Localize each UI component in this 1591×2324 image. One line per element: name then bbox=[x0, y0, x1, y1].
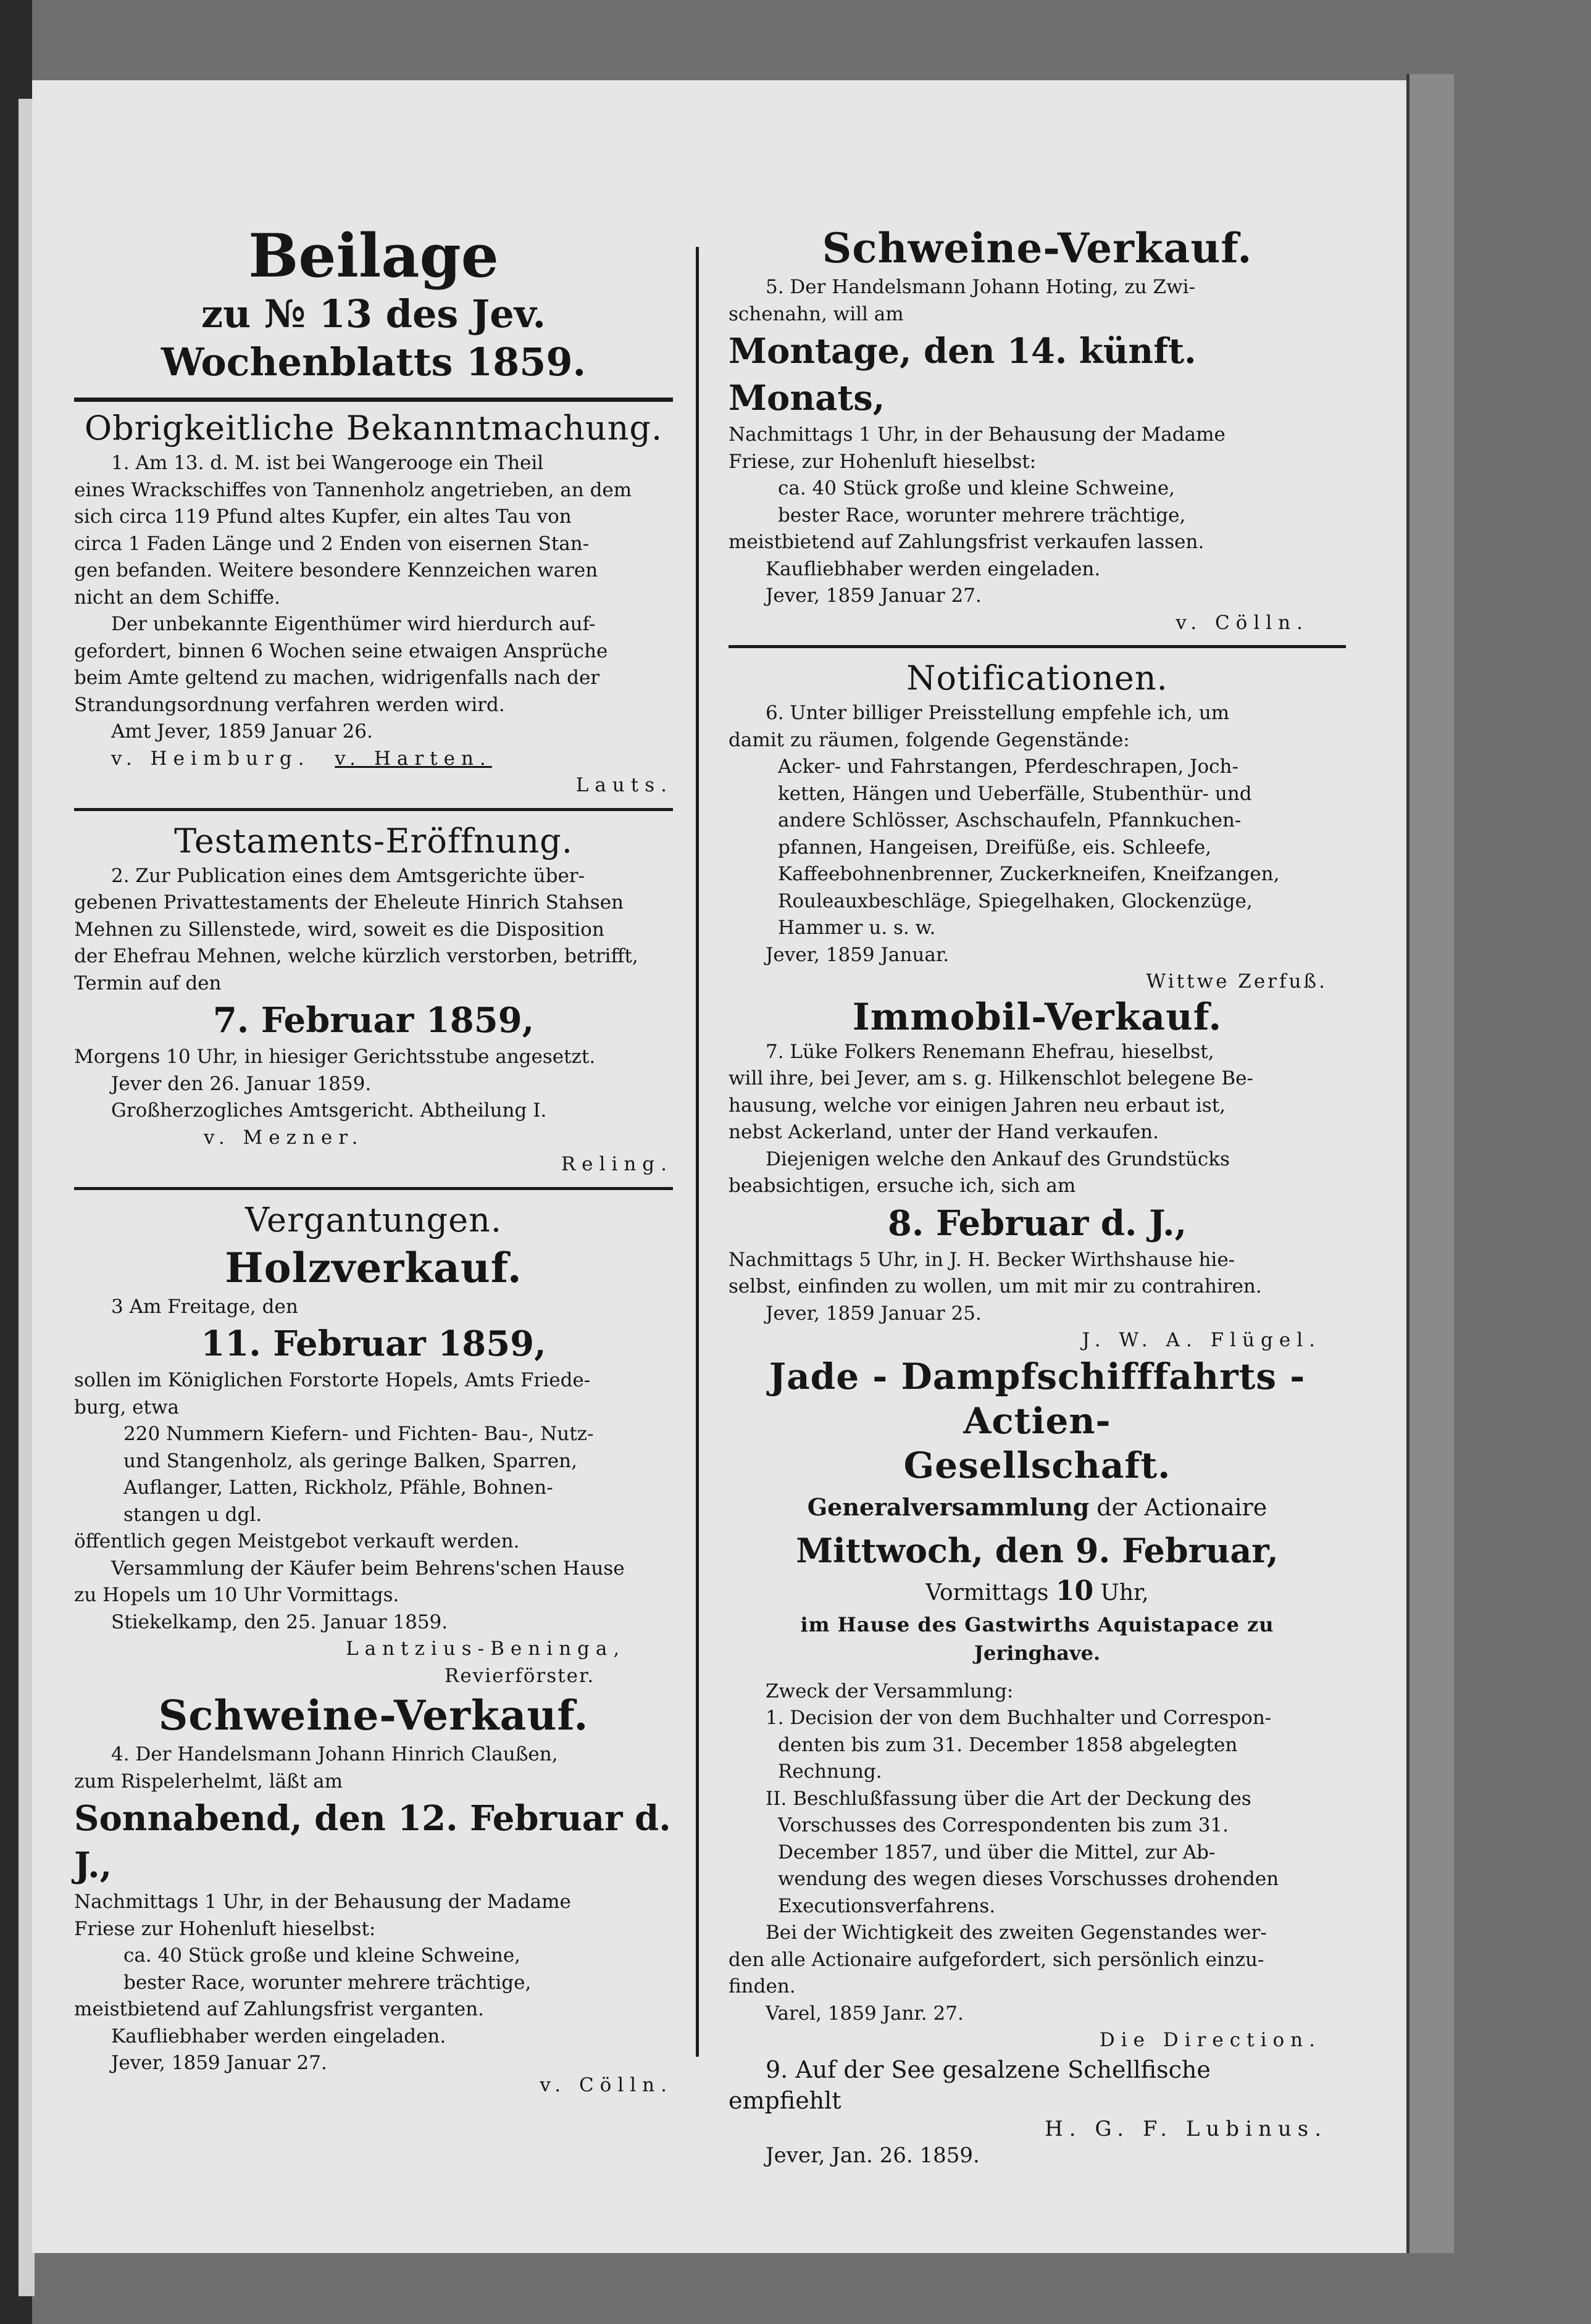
text-line: beim Amte geltend zu machen, widrigenfalls nach der bbox=[74, 667, 600, 689]
text-line: will ihre, bei Jever, am s. g. Hilkenschlot belegene Be- bbox=[729, 1067, 1253, 1089]
notice-notifications bbox=[729, 657, 1346, 996]
notice-shipping-company bbox=[729, 1354, 1346, 2054]
list-item: 220 Nummern Kiefern- und Fichten- Bau-, Nutz- bbox=[123, 1423, 594, 1445]
text-line: nicht an dem Schiffe. bbox=[74, 586, 280, 609]
list-item: Acker- und Fahrstangen, Pferdeschrapen, Joch- bbox=[778, 756, 1238, 778]
text-line: sollen im Königlichen Forstorte Hopels, Amts Friede- bbox=[74, 1369, 591, 1391]
text-line: Morgens 10 Uhr, in hiesiger Gerichtsstube angesetzt. bbox=[74, 1046, 596, 1068]
agenda-item: 1. Decision der von dem Buchhalter und Correspon- bbox=[766, 1707, 1272, 1729]
divider bbox=[74, 808, 673, 811]
page-stack-edge bbox=[1406, 74, 1454, 2253]
text-line: 1. Am 13. d. M. ist bei Wangerooge ein Theil bbox=[111, 452, 544, 474]
event-date: Mittwoch, den 9. Februar, bbox=[796, 1530, 1279, 1570]
section-heading: Vergantungen. bbox=[244, 1200, 503, 1239]
text-line: circa 1 Faden Länge und 2 Enden von eisernen Stan- bbox=[74, 532, 590, 555]
meeting-audience: der Actionaire bbox=[1089, 1493, 1267, 1521]
list-item: pfannen, Hangeisen, Dreifüße, eis. Schleefe, bbox=[778, 836, 1212, 859]
section-heading: Schweine-Verkauf. bbox=[158, 1691, 589, 1739]
text-line: 9. Auf der See gesalzene Schellfische bbox=[766, 2055, 1211, 2083]
time-label: Vormittags bbox=[925, 1580, 1056, 1606]
text-line: Diejenigen welche den Ankauf des Grundstücks bbox=[766, 1147, 1230, 1170]
agenda-item: II. Beschlußfassung über die Art der Deckung des bbox=[766, 1787, 1251, 1810]
text-line: zu Hopels um 10 Uhr Vormittags. bbox=[74, 1584, 399, 1606]
list-item: Rouleauxbeschläge, Spiegelhaken, Glockenzüge, bbox=[778, 889, 1253, 912]
signature: Reling. bbox=[561, 1153, 673, 1175]
text-line: empfiehlt bbox=[729, 2086, 841, 2114]
meeting-place: Jeringhave. bbox=[974, 1641, 1101, 1665]
list-item: Kaffeebohnenbrenner, Zuckerkneifen, Kneifzangen, bbox=[778, 863, 1280, 885]
text-line: Friese zur Hohenluft hieselbst: bbox=[74, 1917, 376, 1940]
signature: H. G. F. Lubinus. bbox=[1045, 2116, 1327, 2141]
page-subtitle: zu № 13 des Jev. Wochenblatts 1859. bbox=[161, 291, 587, 385]
text-line: zum Rispelerhelmt, läßt am bbox=[74, 1770, 343, 1793]
text-line: Jever, 1859 Januar 25. bbox=[766, 1302, 982, 1325]
text-line: der Ehefrau Mehnen, welche kürzlich verstorben, betrifft, bbox=[74, 945, 638, 967]
signature: J. W. A. Flügel. bbox=[1082, 1329, 1321, 1351]
text-line: Der unbekannte Eigenthümer wird hierdurch auf- bbox=[111, 613, 596, 635]
right-column bbox=[729, 222, 1346, 2170]
agenda-item: denten bis zum 31. December 1858 abgelegten bbox=[778, 1733, 1238, 1756]
divider bbox=[729, 645, 1346, 648]
time-unit: Uhr, bbox=[1093, 1580, 1149, 1606]
signature: Wittwe Zerfuß. bbox=[1146, 970, 1327, 993]
text-line: Jever, 1859 Januar. bbox=[766, 943, 950, 966]
text-line: Jever, 1859 Januar 27. bbox=[766, 585, 982, 607]
text-line: 2. Zur Publication eines dem Amtsgerichte über- bbox=[111, 864, 585, 887]
text-line: Nachmittags 5 Uhr, in J. H. Becker Wirthshause hie- bbox=[729, 1248, 1235, 1271]
text-line: schenahn, will am bbox=[729, 302, 904, 325]
notice-pig-sale-1 bbox=[74, 1689, 673, 2099]
meeting-place: im Hause des Gastwirths Aquistapace zu bbox=[800, 1612, 1274, 1636]
signature: v. Cölln. bbox=[540, 2073, 673, 2096]
signature: Revierförster. bbox=[445, 1664, 595, 1687]
meeting-line bbox=[729, 1488, 1346, 1527]
text-line: 5. Der Handelsmann Johann Hoting, zu Zwi- bbox=[766, 276, 1195, 298]
notice-fish bbox=[729, 2054, 1346, 2170]
text-line: meistbietend auf Zahlungsfrist verganten. bbox=[74, 1998, 484, 2020]
text-line: sich circa 119 Pfund altes Kupfer, ein altes Tau von bbox=[74, 506, 572, 528]
text-line: Jever, 1859 Januar 27. bbox=[111, 2052, 327, 2074]
list-item: ketten, Hängen und Ueberfälle, Stubenthür- und bbox=[778, 782, 1252, 805]
time-value: 10 bbox=[1055, 1575, 1094, 1607]
notice-official bbox=[74, 407, 673, 799]
section-heading: Immobil-Verkauf. bbox=[852, 995, 1222, 1039]
text-line: Nachmittags 1 Uhr, in der Behausung der Madame bbox=[74, 1891, 571, 1913]
signature: v. Cölln. bbox=[1176, 611, 1309, 634]
text-line: beabsichtigen, ersuche ich, sich am bbox=[729, 1175, 1076, 1197]
text-line: burg, etwa bbox=[74, 1396, 180, 1418]
text-line: Versammlung der Käufer beim Behrens'schen Hause bbox=[111, 1557, 625, 1580]
text-line: Zweck der Versammlung: bbox=[766, 1680, 1014, 1702]
text-line: gebenen Privattestaments der Eheleute Hinrich Stahsen bbox=[74, 891, 624, 914]
text-line: meistbietend auf Zahlungsfrist verkaufen lassen. bbox=[729, 531, 1205, 553]
signature: v. Harten. bbox=[335, 747, 492, 770]
meeting-title: Generalversammlung bbox=[807, 1493, 1090, 1521]
signature: v. Heimburg. bbox=[111, 747, 311, 770]
text-line: 4. Der Handelsmann Johann Hinrich Claußen, bbox=[111, 1743, 558, 1765]
text-line: Kaufliebhaber werden eingeladen. bbox=[111, 2025, 446, 2047]
event-date: 8. Februar d. J., bbox=[887, 1202, 1187, 1244]
page-title: Beilage bbox=[248, 221, 499, 291]
text-line: 3 Am Freitage, den bbox=[111, 1295, 298, 1318]
text-line: hausung, welche vor einigen Jahren neu erbaut ist, bbox=[729, 1094, 1226, 1117]
section-heading: Testaments-Eröffnung. bbox=[174, 821, 573, 860]
text-line: Strandungsordnung verfahren werden wird. bbox=[74, 693, 505, 716]
section-heading: Holzverkauf. bbox=[225, 1243, 522, 1292]
text-line: 7. Lüke Folkers Renemann Ehefrau, hieselbst, bbox=[766, 1040, 1214, 1063]
section-heading: Gesellschaft. bbox=[903, 1444, 1171, 1486]
column-divider bbox=[696, 247, 699, 2057]
text-line: öffentlich gegen Meistgebot verkauft werden. bbox=[74, 1530, 520, 1552]
text-line: Termin auf den bbox=[74, 972, 222, 994]
event-date: Sonnabend, den 12. Februar d. J., bbox=[74, 1798, 671, 1886]
divider bbox=[74, 398, 673, 402]
agenda-item: Rechnung. bbox=[778, 1760, 882, 1783]
event-date: Montage, den 14. künft. Monats, bbox=[729, 331, 1196, 419]
agenda-item: Vorschusses des Correspondenten bis zum 31. bbox=[778, 1814, 1229, 1836]
notice-pig-sale-2 bbox=[729, 222, 1346, 636]
list-item: stangen u dgl. bbox=[123, 1503, 262, 1526]
text-line: eines Wrackschiffes von Tannenholz angetrieben, an dem bbox=[74, 478, 632, 501]
signature: Die Direction. bbox=[1099, 2029, 1321, 2051]
list-item: ca. 40 Stück große und kleine Schweine, bbox=[778, 477, 1176, 499]
text-line: Bei der Wichtigkeit des zweiten Gegenstandes wer- bbox=[766, 1922, 1267, 1944]
event-date: 7. Februar 1859, bbox=[212, 1000, 535, 1041]
meeting-time bbox=[729, 1574, 1346, 1610]
notice-testament bbox=[74, 820, 673, 1178]
agenda-item: wendung des wegen dieses Vorschusses drohenden bbox=[778, 1868, 1279, 1890]
text-line: gefordert, binnen 6 Wochen seine etwaigen Ansprüche bbox=[74, 639, 608, 662]
text-line: selbst, einfinden zu wollen, um mit mir zu contrahiren. bbox=[729, 1275, 1262, 1297]
text-line: Stiekelkamp, den 25. Januar 1859. bbox=[111, 1610, 448, 1633]
divider bbox=[74, 1187, 673, 1190]
text-line: gen befanden. Weitere besondere Kennzeichen waren bbox=[74, 559, 598, 581]
list-item: bester Race, worunter mehrere trächtige, bbox=[778, 504, 1186, 527]
text-line: 6. Unter billiger Preisstellung empfehle ich, um bbox=[766, 702, 1230, 724]
notice-real-estate bbox=[729, 996, 1346, 1354]
list-item: ca. 40 Stück große und kleine Schweine, bbox=[123, 1944, 521, 1967]
text-line: damit zu räumen, folgende Gegenstände: bbox=[729, 728, 1130, 751]
signature: Lauts. bbox=[575, 774, 673, 796]
text-line: Amt Jever, 1859 Januar 26. bbox=[111, 720, 373, 743]
event-date: 11. Februar 1859, bbox=[201, 1323, 546, 1364]
text-line: nebst Ackerland, unter der Hand verkaufen. bbox=[729, 1121, 1159, 1143]
left-column bbox=[74, 222, 673, 2099]
text-line: Varel, 1859 Janr. 27. bbox=[766, 2002, 964, 2025]
list-item: Hammer u. s. w. bbox=[778, 917, 936, 939]
text-line: den alle Actionaire aufgefordert, sich persönlich einzu- bbox=[729, 1948, 1264, 1971]
text-line: Mehnen zu Sillenstede, wird, soweit es die Disposition bbox=[74, 918, 604, 941]
notice-auction-wood bbox=[74, 1199, 673, 1690]
agenda-item: Executionsverfahrens. bbox=[778, 1894, 996, 1917]
list-item: Auflanger, Latten, Rickholz, Pfähle, Bohnen- bbox=[123, 1476, 553, 1499]
text-line: Nachmittags 1 Uhr, in der Behausung der Madame bbox=[729, 423, 1226, 446]
list-item: und Stangenholz, als geringe Balken, Sparren, bbox=[123, 1449, 577, 1472]
agenda-item: December 1857, und über die Mittel, zur Ab- bbox=[778, 1841, 1216, 1864]
text-line: finden. bbox=[729, 1975, 796, 1997]
text-line: Jever den 26. Januar 1859. bbox=[111, 1072, 372, 1095]
signature: v. Mezner. bbox=[204, 1126, 364, 1149]
text-line: Kaufliebhaber werden eingeladen. bbox=[766, 557, 1101, 580]
section-heading: Jade - Dampfschifffahrts - Actien- bbox=[769, 1355, 1306, 1442]
text-line: Jever, Jan. 26. 1859. bbox=[766, 2143, 980, 2168]
text-line: Großherzogliches Amtsgericht. Abtheilung I. bbox=[111, 1099, 547, 1122]
list-item: bester Race, worunter mehrere trächtige, bbox=[123, 1971, 532, 1994]
signature: Lantzius-Beninga, bbox=[346, 1638, 626, 1660]
signature-line bbox=[74, 746, 673, 773]
text-line: Friese, zur Hohenluft hieselbst: bbox=[729, 450, 1037, 473]
section-heading: Schweine-Verkauf. bbox=[822, 224, 1253, 272]
list-item: andere Schlösser, Aschschaufeln, Pfannkuchen- bbox=[778, 809, 1242, 831]
section-heading: Notificationen. bbox=[906, 659, 1168, 698]
section-heading: Obrigkeitliche Bekanntmachung. bbox=[84, 409, 663, 448]
